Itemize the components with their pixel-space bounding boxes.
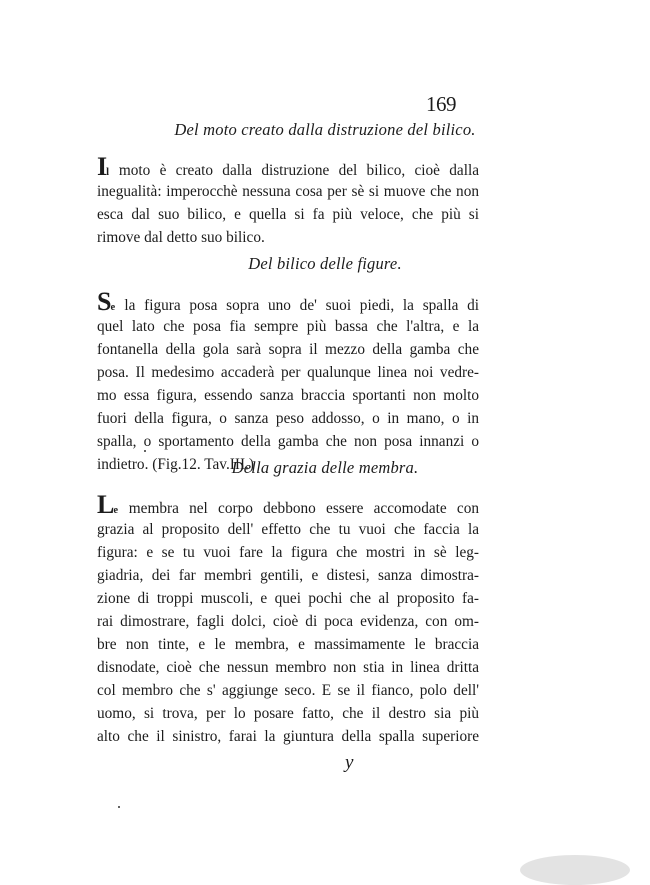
paragraph-line: bre non tinte, e le membra, e massimamente le braccia — [97, 636, 479, 653]
paragraph-line — [97, 495, 479, 519]
paragraph-line: posa. Il medesimo accaderà per qualunque linea noi vedre- — [97, 364, 479, 381]
section-heading-bilico: Del bilico delle figure. — [248, 254, 402, 273]
paragraph-line: col membro che s' aggiunge seco. E se il fianco, polo dell' — [97, 682, 479, 699]
paragraph-line: zione di troppi muscoli, e quei pochi che al proposito fa- — [97, 590, 479, 607]
section-heading-moto: Del moto creato dalla distruzione del bilico. — [174, 120, 476, 139]
ink-speck — [118, 806, 120, 808]
paragraph-line: mo essa figura, essendo sanza braccia sportanti non molto — [97, 387, 479, 404]
signature-mark: y — [345, 752, 354, 773]
drop-cap: L — [97, 495, 114, 519]
line-text: la figura posa sopra uno de' suoi piedi, la spalla di — [124, 297, 479, 314]
paragraph-line — [97, 292, 479, 316]
line-text: membra nel corpo debbono essere accomodate con — [128, 500, 479, 517]
paragraph-line — [97, 157, 479, 181]
paragraph-line: indietro. (Fig.12. Tav.III.) — [97, 456, 254, 473]
paragraph-line: fuori della figura, o sanza peso addosso, o in mano, o in — [97, 410, 479, 427]
paragraph-line: rimove dal detto suo bilico. — [97, 229, 265, 246]
paragraph-line: giadria, dei far membri gentili, e distesi, sanza dimostra- — [97, 567, 479, 584]
small-caps: e — [113, 505, 119, 516]
ink-speck — [144, 450, 146, 452]
drop-cap: I — [97, 157, 107, 181]
paragraph-line: quel lato che posa fia sempre più bassa che l'altra, e la — [97, 318, 479, 335]
paragraph-line: inegualità: imperocchè nessuna cosa per sè si muove che non — [97, 183, 479, 200]
small-caps: l — [106, 167, 110, 178]
paragraph-line: fontanella della gola sarà sopra il mezzo della gamba che — [97, 341, 479, 358]
drop-cap: S — [97, 292, 111, 316]
line-text: moto è creato dalla distruzione del bilico, cioè dalla — [118, 162, 479, 179]
paragraph-line: figura: e se tu vuoi fare la figura che mostri in sè leg- — [97, 544, 479, 561]
paragraph-line: uomo, si trova, per lo posare fatto, che il destro sia più — [97, 705, 479, 722]
paragraph-line: rai dimostrare, fagli dolci, cioè di poca evidenza, con om- — [97, 613, 479, 630]
paragraph-line: spalla, o sportamento della gamba che non posa innanzi o — [97, 433, 479, 450]
page-number: 169 — [426, 92, 456, 116]
page-shadow — [520, 855, 630, 885]
paragraph-line: disnodate, cioè che nessun membro non stia in linea dritta — [97, 659, 479, 676]
small-caps: e — [110, 302, 116, 313]
paragraph-line: grazia al proposito dell' effetto che tu vuoi che faccia la — [97, 521, 479, 538]
paragraph-line: alto che il sinistro, farai la giuntura della spalla superiore — [97, 728, 479, 745]
paragraph-line: esca dal suo bilico, e quella si fa più veloce, che più si — [97, 206, 479, 223]
section-heading-grazia: Della grazia delle membra. — [231, 458, 419, 477]
